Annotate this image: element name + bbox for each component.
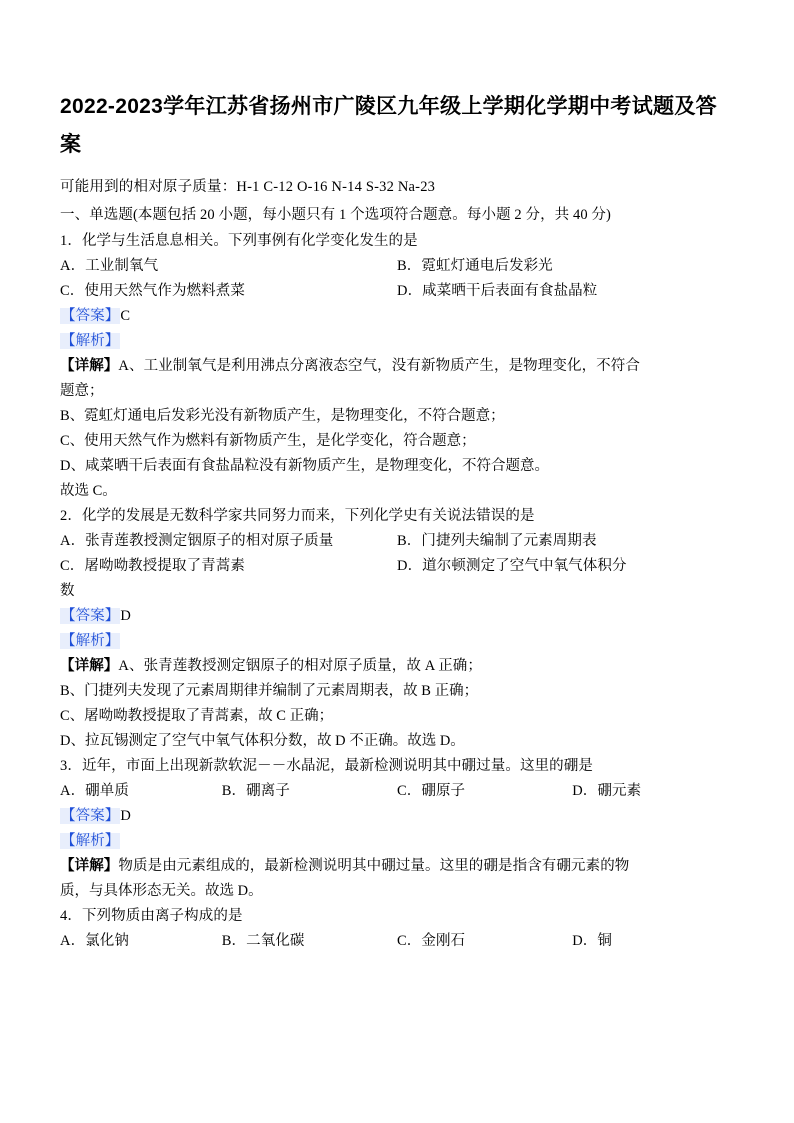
answer-value: D	[120, 608, 131, 624]
analysis-line	[60, 629, 734, 654]
detail-line: 故选 C。	[60, 483, 117, 499]
option-d: D．硼元素	[572, 783, 642, 799]
option-c: C．屠呦呦教授提取了青蒿素	[60, 558, 245, 574]
question-stem: 2．化学的发展是无数科学家共同努力而来，下列化学史有关说法错误的是	[60, 508, 535, 524]
detail-line	[60, 654, 734, 679]
option-a: A．张青莲教授测定铟原子的相对原子质量	[60, 533, 334, 549]
question-options-row	[60, 929, 734, 954]
option-b: B．门捷列夫编制了元素周期表	[397, 533, 597, 549]
answer-line	[60, 804, 734, 829]
detail-label: 【详解】	[60, 858, 119, 874]
page-title: 2022-2023学年江苏省扬州市广陵区九年级上学期化学期中考试题及答案	[60, 95, 717, 156]
question-stem: 4．下列物质由离子构成的是	[60, 908, 243, 924]
detail-line: 质，与具体形态无关。故选 D。	[60, 883, 263, 899]
detail-line: D、拉瓦锡测定了空气中氧气体积分数，故 D 不正确。故选 D。	[60, 733, 465, 749]
option-a: A．硼单质	[60, 783, 129, 799]
analysis-label: 【解析】	[61, 833, 120, 849]
option-b: B．硼离子	[221, 783, 290, 799]
answer-line	[60, 604, 734, 629]
question-stem: 1．化学与生活息息相关。下列事例有化学变化发生的是	[60, 233, 418, 249]
answer-line	[60, 304, 734, 329]
answer-value: C	[120, 308, 131, 324]
detail-line: B、霓虹灯通电后发彩光没有新物质产生，是物理变化，不符合题意；	[60, 408, 505, 424]
option-d: D．道尔顿测定了空气中氧气体积分	[397, 558, 627, 574]
question-options-row	[60, 529, 734, 554]
analysis-label: 【解析】	[61, 633, 120, 649]
option-c: C．使用天然气作为燃料煮菜	[60, 283, 245, 299]
detail-text: 物质是由元素组成的，最新检测说明其中硼过量。这里的硼是指含有硼元素的物	[118, 858, 630, 874]
detail-line	[60, 854, 734, 879]
option-c: C．金刚石	[396, 933, 466, 949]
detail-line: C、屠呦呦教授提取了青蒿素，故 C 正确；	[60, 708, 334, 724]
answer-value: D	[120, 808, 131, 824]
question-stem: 3．近年，市面上出现新款软泥－－水晶泥，最新检测说明其中硼过量。这里的硼是	[60, 758, 593, 774]
detail-line: D、咸菜晒干后表面有食盐晶粒没有新物质产生，是物理变化，不符合题意。	[60, 458, 549, 474]
detail-text: A、工业制氧气是利用沸点分离液态空气，没有新物质产生，是物理变化，不符合	[118, 358, 640, 374]
atomic-mass-line: 可能用到的相对原子质量：H-1 C-12 O-16 N-14 S-32 Na-23	[60, 179, 436, 195]
question-options-row	[60, 779, 734, 804]
detail-line	[60, 354, 734, 379]
option-b: B．二氧化碳	[221, 933, 305, 949]
analysis-line	[60, 329, 734, 354]
detail-line: 题意；	[60, 383, 104, 399]
option-c: C．硼原子	[396, 783, 466, 799]
detail-label: 【详解】	[60, 658, 119, 674]
section-one-heading: 一、单选题(本题包括 20 小题，每小题只有 1 个选项符合题意。每小题 2 分，共 40 分)	[60, 207, 611, 223]
analysis-label: 【解析】	[61, 333, 120, 349]
answer-label: 【答案】	[61, 308, 120, 324]
detail-text: A、张青莲教授测定铟原子的相对原子质量，故 A 正确；	[118, 658, 482, 674]
option-a: A．氯化钠	[60, 933, 129, 949]
question-options-row	[60, 279, 734, 304]
detail-line: C、使用天然气作为燃料有新物质产生，是化学变化，符合题意；	[60, 433, 476, 449]
detail-line: B、门捷列夫发现了元素周期律并编制了元素周期表，故 B 正确；	[60, 683, 479, 699]
option-d: D．铜	[572, 933, 612, 949]
option-overflow: 数	[60, 583, 75, 599]
option-a: A．工业制氧气	[60, 258, 159, 274]
option-d: D．咸菜晒干后表面有食盐晶粒	[397, 283, 598, 299]
question-options-row	[60, 554, 734, 579]
analysis-line	[60, 829, 734, 854]
answer-label: 【答案】	[61, 608, 120, 624]
option-b: B．霓虹灯通电后发彩光	[397, 258, 553, 274]
detail-label: 【详解】	[60, 358, 119, 374]
answer-label: 【答案】	[61, 808, 120, 824]
question-options-row	[60, 254, 734, 279]
